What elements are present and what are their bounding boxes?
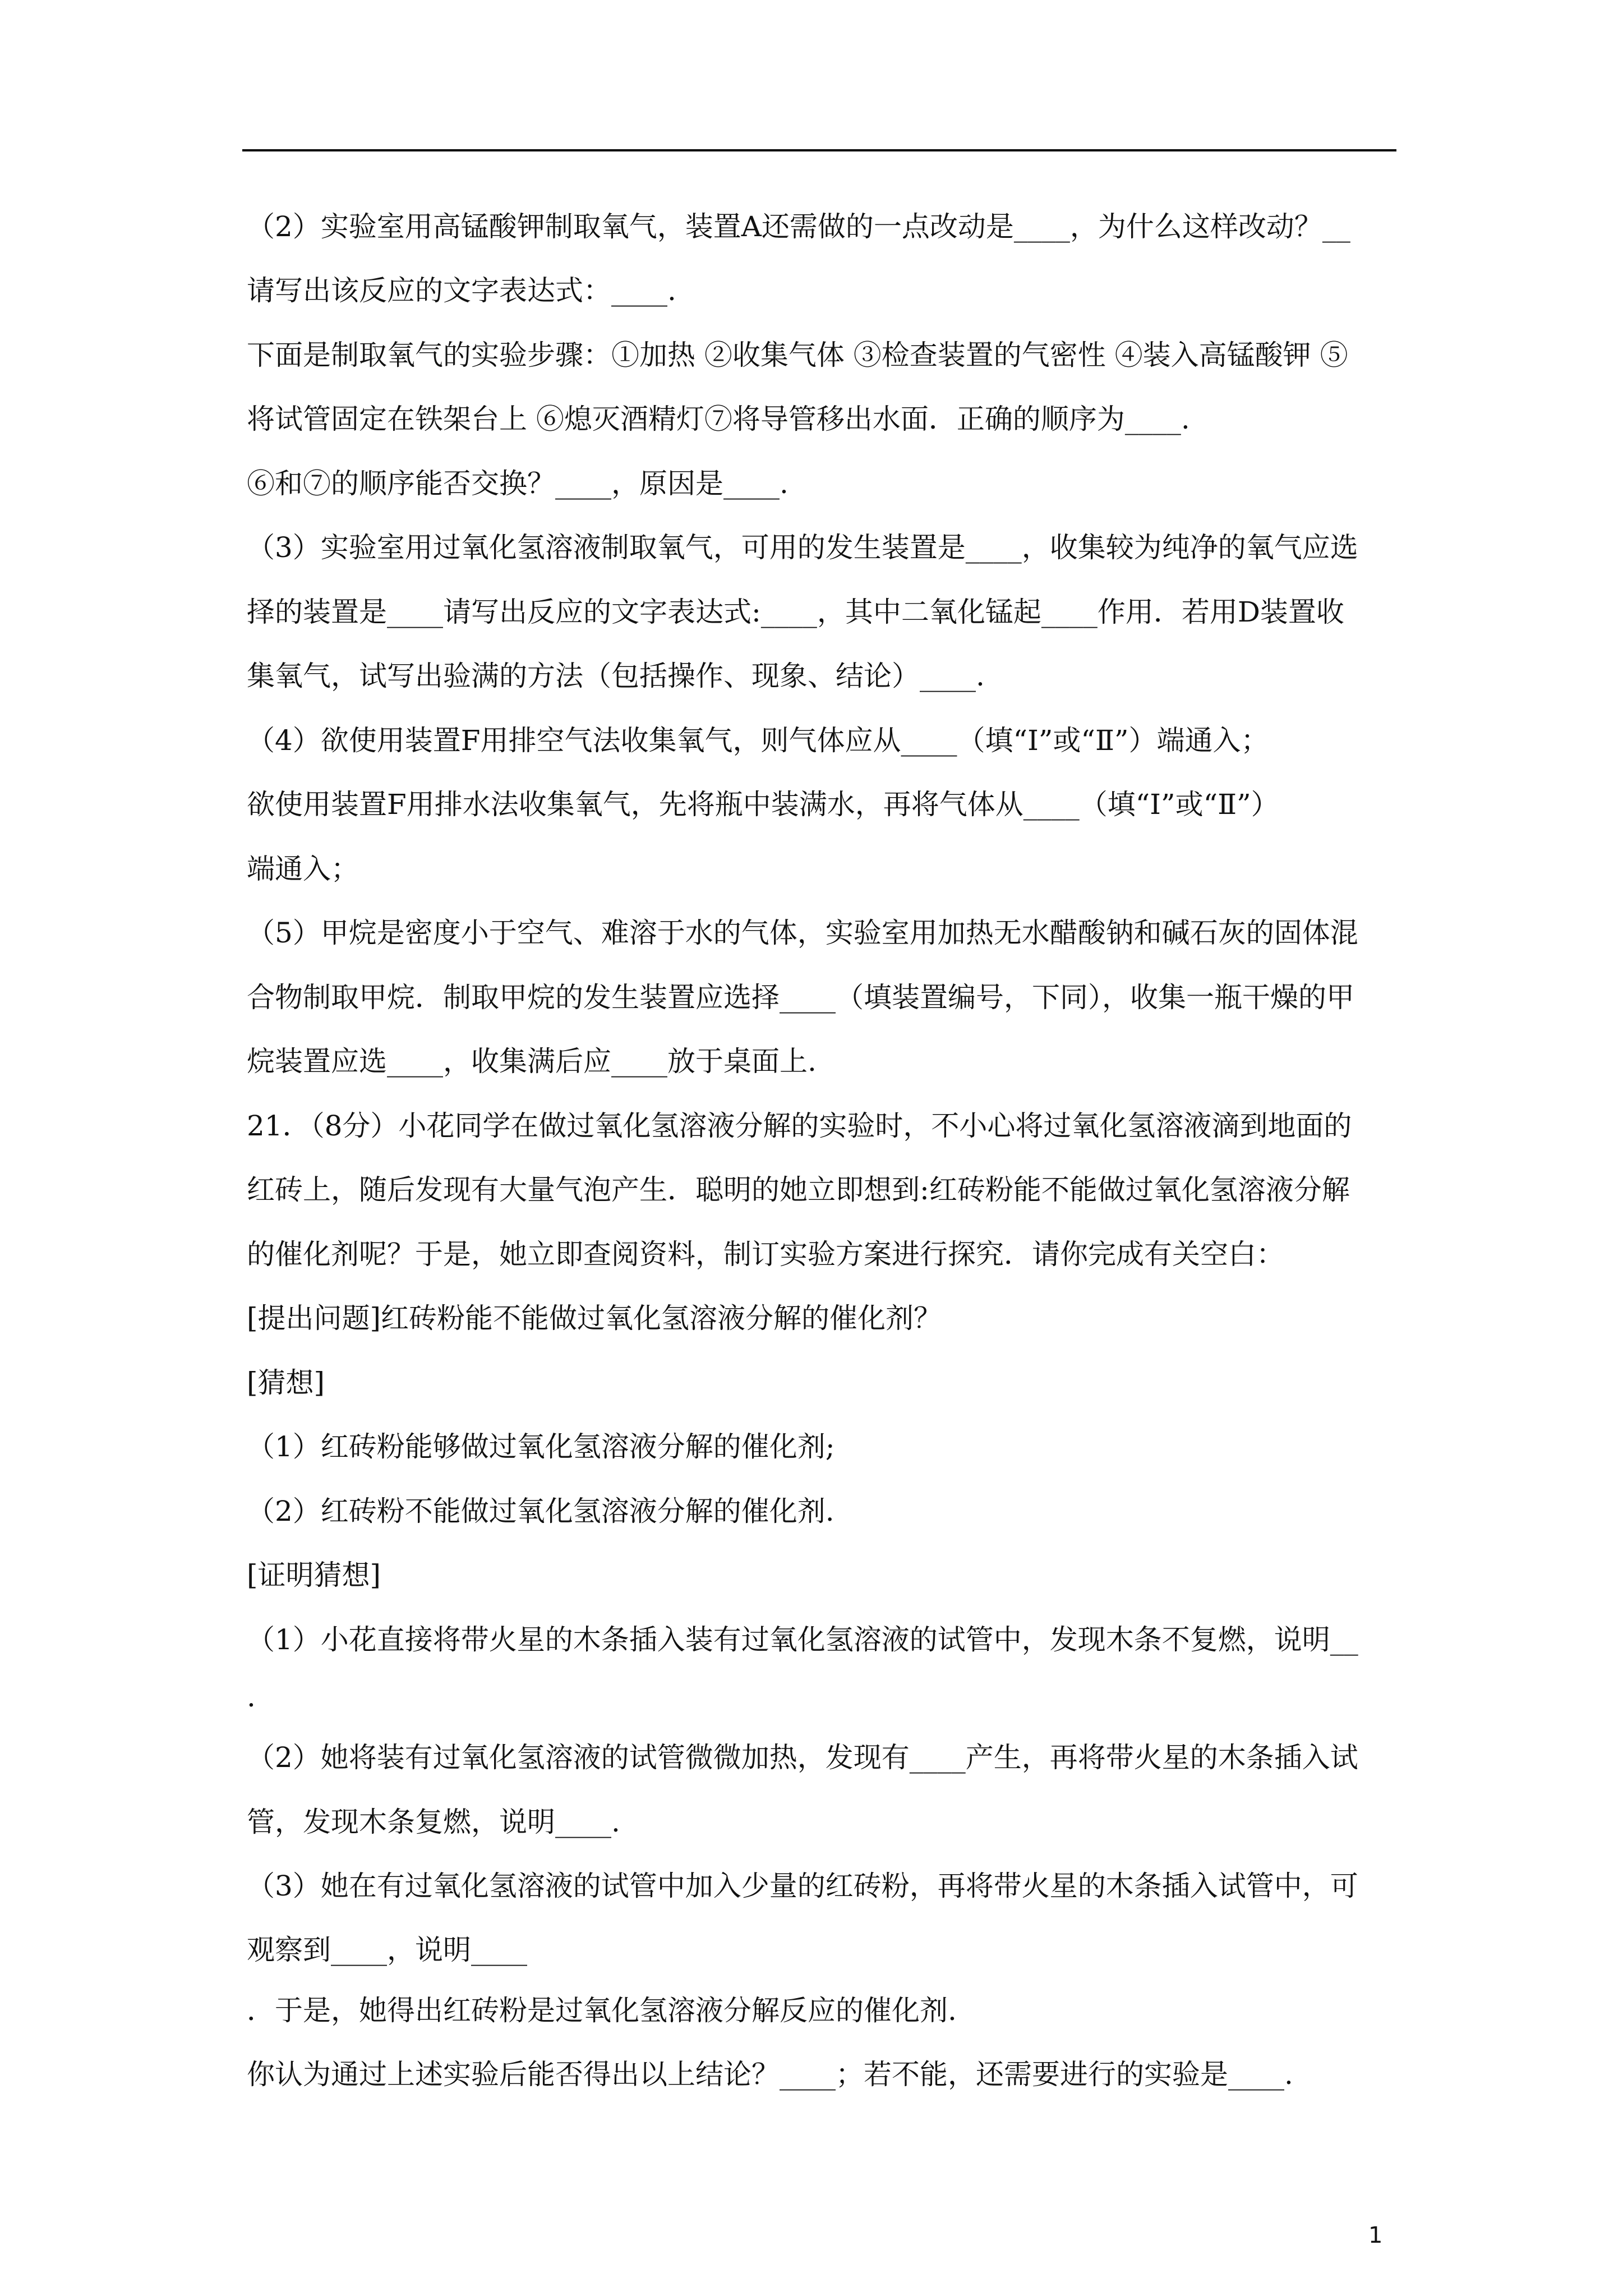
text-line: 欲使用装置F用排水法收集氧气，先将瓶中装满水，再将气体从____（填“Ⅰ”或“Ⅱ”）	[247, 788, 1279, 821]
text-line: [提出问题]红砖粉能不能做过氧化氢溶液分解的催化剂？	[247, 1302, 942, 1335]
text-line: （3）实验室用过氧化氢溶液制取氧气，可用的发生装置是____，收集较为纯净的氧气应选	[247, 531, 1358, 564]
text-line: （2）实验室用高锰酸钾制取氧气，装置A还需做的一点改动是____，为什么这样改动？__	[247, 210, 1350, 243]
text-line: ．于是，她得出红砖粉是过氧化氢溶液分解反应的催化剂.	[247, 1994, 957, 2027]
text-line: （2）她将装有过氧化氢溶液的试管微微加热，发现有____产生，再将带火星的木条插入试	[247, 1741, 1358, 1774]
text-line: .	[247, 1681, 256, 1713]
text-line: 下面是制取氧气的实验步骤：①加热 ②收集气体 ③检查装置的气密性 ④装入高锰酸钾 ⑤	[247, 339, 1348, 371]
text-line: ⑥和⑦的顺序能否交换？____，原因是____.	[247, 467, 789, 500]
text-line: 烷装置应选____，收集满后应____放于桌面上.	[247, 1045, 817, 1078]
text-line: 管，发现木条复燃，说明____.	[247, 1806, 620, 1838]
text-line: 红砖上，随后发现有大量气泡产生．聪明的她立即想到:红砖粉能不能做过氧化氢溶液分解	[247, 1174, 1350, 1206]
text-line: （1）红砖粉能够做过氧化氢溶液分解的催化剂;	[247, 1430, 835, 1463]
text-line: 你认为通过上述实验后能否得出以上结论？____；若不能，还需要进行的实验是____.	[247, 2058, 1293, 2091]
text-line: [猜想]	[247, 1366, 325, 1399]
header-rule	[242, 149, 1396, 151]
text-line: （4）欲使用装置F用排空气法收集氧气，则气体应从____（填“Ⅰ”或“Ⅱ”）端通入；	[247, 724, 1269, 757]
text-line: 集氧气，试写出验满的方法（包括操作、现象、结论）____.	[247, 660, 985, 692]
text-line: （1）小花直接将带火星的木条插入装有过氧化氢溶液的试管中，发现木条不复燃，说明__	[247, 1623, 1358, 1656]
text-line: 请写出该反应的文字表达式：____.	[247, 274, 676, 307]
text-line: 择的装置是____请写出反应的文字表达式:____，其中二氧化锰起____作用．若用D装置收	[247, 596, 1344, 628]
text-line: （2）红砖粉不能做过氧化氢溶液分解的催化剂.	[247, 1495, 834, 1527]
text-line: 21．（8分）小花同学在做过氧化氢溶液分解的实验时，不小心将过氧化氢溶液滴到地面的	[247, 1110, 1352, 1142]
text-line: [证明猜想]	[247, 1559, 381, 1591]
text-line: 端通入；	[247, 853, 359, 885]
text-line: （3）她在有过氧化氢溶液的试管中加入少量的红砖粉，再将带火星的木条插入试管中，可	[247, 1870, 1358, 1902]
text-line: 合物制取甲烷．制取甲烷的发生装置应选择____（填装置编号，下同），收集一瓶干燥的甲	[247, 981, 1354, 1014]
text-line: （5）甲烷是密度小于空气、难溶于水的气体，实验室用加热无水醋酸钠和碱石灰的固体混	[247, 917, 1358, 949]
page-number: 1	[1368, 2223, 1383, 2248]
text-line: 将试管固定在铁架台上 ⑥熄灭酒精灯⑦将导管移出水面．正确的顺序为____.	[247, 403, 1190, 435]
text-line: 的催化剂呢？于是，她立即查阅资料，制订实验方案进行探究．请你完成有关空白：	[247, 1238, 1284, 1271]
text-line: 观察到____，说明____	[247, 1934, 527, 1966]
